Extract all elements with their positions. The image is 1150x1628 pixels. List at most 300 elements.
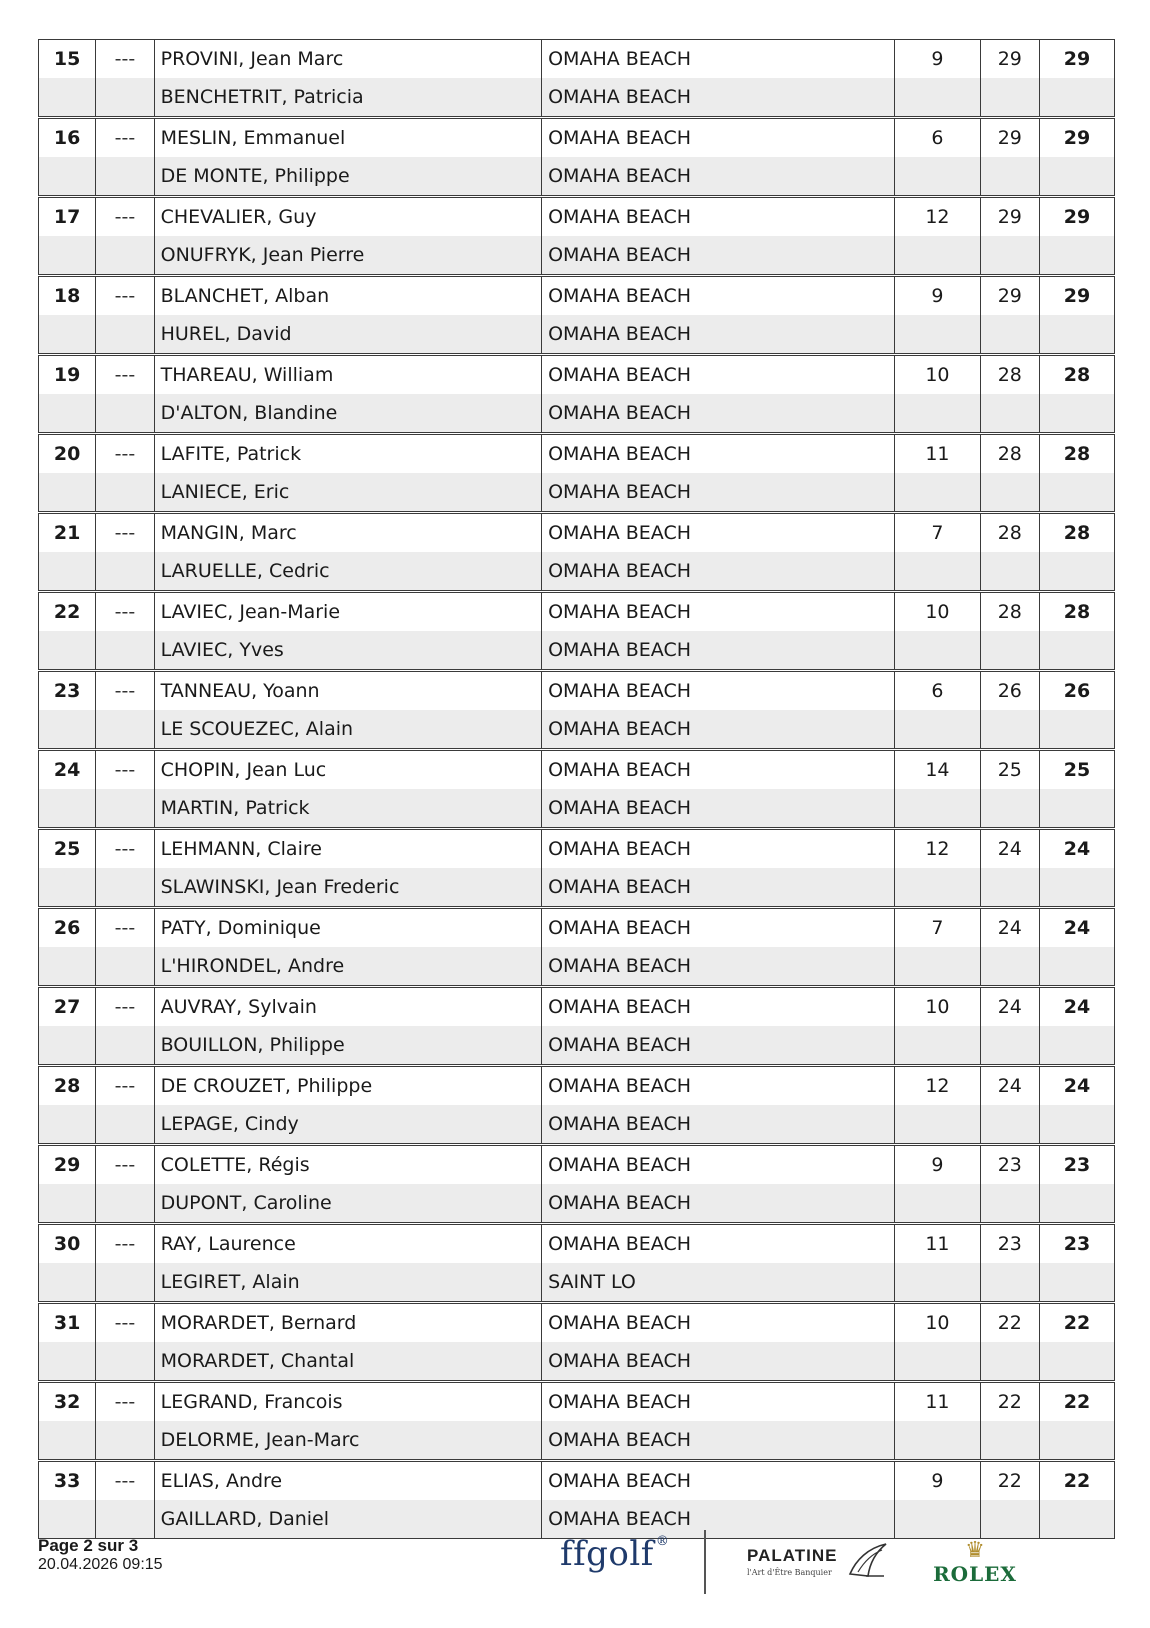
club-cell: OMAHA BEACH bbox=[542, 947, 895, 987]
total-score-cell: 22 bbox=[1039, 1461, 1114, 1501]
tie-marker-cell: --- bbox=[96, 1224, 154, 1264]
net-score-cell-empty bbox=[980, 1500, 1039, 1539]
net-score-cell-empty bbox=[980, 473, 1039, 513]
handicap-cell-empty bbox=[895, 789, 980, 829]
logo-divider bbox=[704, 1530, 706, 1594]
net-score-cell: 22 bbox=[980, 1303, 1039, 1343]
player-name-cell: LEGRAND, Francois bbox=[154, 1382, 541, 1422]
net-score-cell-empty bbox=[980, 631, 1039, 671]
tie-marker-cell-empty bbox=[96, 473, 154, 513]
total-score-cell-empty bbox=[1039, 1342, 1114, 1382]
club-cell: OMAHA BEACH bbox=[542, 1421, 895, 1461]
team-row-secondary bbox=[39, 1342, 1115, 1382]
rank-cell: 24 bbox=[39, 750, 96, 790]
handicap-cell-empty bbox=[895, 1263, 980, 1303]
tie-marker-cell-empty bbox=[96, 157, 154, 197]
handicap-cell-empty bbox=[895, 236, 980, 276]
club-cell: OMAHA BEACH bbox=[542, 829, 895, 869]
team-row-secondary bbox=[39, 1105, 1115, 1145]
net-score-cell-empty bbox=[980, 1263, 1039, 1303]
rank-cell-empty bbox=[39, 710, 96, 750]
team-row-secondary bbox=[39, 394, 1115, 434]
total-score-cell-empty bbox=[1039, 236, 1114, 276]
player-name-cell: LEGIRET, Alain bbox=[154, 1263, 541, 1303]
player-name-cell: PATY, Dominique bbox=[154, 908, 541, 948]
total-score-cell: 23 bbox=[1039, 1145, 1114, 1185]
net-score-cell-empty bbox=[980, 1342, 1039, 1382]
team-row-primary bbox=[39, 276, 1115, 316]
rank-cell-empty bbox=[39, 157, 96, 197]
player-name-cell: LANIECE, Eric bbox=[154, 473, 541, 513]
player-name-cell: LARUELLE, Cedric bbox=[154, 552, 541, 592]
net-score-cell-empty bbox=[980, 789, 1039, 829]
club-cell: OMAHA BEACH bbox=[542, 355, 895, 395]
tie-marker-cell: --- bbox=[96, 40, 154, 79]
team-row-primary bbox=[39, 1303, 1115, 1343]
club-cell: OMAHA BEACH bbox=[542, 987, 895, 1027]
handicap-cell-empty bbox=[895, 1421, 980, 1461]
player-name-cell: MESLIN, Emmanuel bbox=[154, 118, 541, 158]
tie-marker-cell: --- bbox=[96, 1066, 154, 1106]
team-row-primary bbox=[39, 434, 1115, 474]
total-score-cell-empty bbox=[1039, 789, 1114, 829]
palatine-tagline: l'Art d'Être Banquier bbox=[747, 1568, 832, 1577]
club-cell: OMAHA BEACH bbox=[542, 315, 895, 355]
total-score-cell: 29 bbox=[1039, 197, 1114, 237]
club-cell: OMAHA BEACH bbox=[542, 473, 895, 513]
player-name-cell: AUVRAY, Sylvain bbox=[154, 987, 541, 1027]
player-name-cell: ONUFRYK, Jean Pierre bbox=[154, 236, 541, 276]
net-score-cell: 28 bbox=[980, 434, 1039, 474]
handicap-cell: 7 bbox=[895, 908, 980, 948]
ffgolf-wordmark: ffgolf bbox=[560, 1534, 654, 1574]
team-row-primary bbox=[39, 829, 1115, 869]
player-name-cell: MANGIN, Marc bbox=[154, 513, 541, 553]
total-score-cell-empty bbox=[1039, 78, 1114, 118]
player-name-cell: CHEVALIER, Guy bbox=[154, 197, 541, 237]
total-score-cell: 24 bbox=[1039, 908, 1114, 948]
team-row-primary bbox=[39, 197, 1115, 237]
rank-cell: 29 bbox=[39, 1145, 96, 1185]
net-score-cell: 22 bbox=[980, 1461, 1039, 1501]
registered-mark: ® bbox=[655, 1534, 670, 1549]
club-cell: OMAHA BEACH bbox=[542, 513, 895, 553]
club-cell: OMAHA BEACH bbox=[542, 394, 895, 434]
player-name-cell: MORARDET, Chantal bbox=[154, 1342, 541, 1382]
handicap-cell: 12 bbox=[895, 1066, 980, 1106]
handicap-cell-empty bbox=[895, 1500, 980, 1539]
player-name-cell: HUREL, David bbox=[154, 315, 541, 355]
team-row-secondary bbox=[39, 1026, 1115, 1066]
player-name-cell: LE SCOUEZEC, Alain bbox=[154, 710, 541, 750]
handicap-cell-empty bbox=[895, 1026, 980, 1066]
team-row-secondary bbox=[39, 1263, 1115, 1303]
total-score-cell: 24 bbox=[1039, 829, 1114, 869]
player-name-cell: LEPAGE, Cindy bbox=[154, 1105, 541, 1145]
page-number: Page 2 sur 3 bbox=[38, 1536, 139, 1555]
tie-marker-cell: --- bbox=[96, 434, 154, 474]
rank-cell: 26 bbox=[39, 908, 96, 948]
rank-cell: 28 bbox=[39, 1066, 96, 1106]
net-score-cell: 29 bbox=[980, 118, 1039, 158]
net-score-cell-empty bbox=[980, 78, 1039, 118]
net-score-cell: 29 bbox=[980, 197, 1039, 237]
net-score-cell: 24 bbox=[980, 987, 1039, 1027]
player-name-cell: LEHMANN, Claire bbox=[154, 829, 541, 869]
tie-marker-cell-empty bbox=[96, 947, 154, 987]
print-timestamp: 20.04.2026 09:15 bbox=[38, 1556, 163, 1573]
player-name-cell: L'HIRONDEL, Andre bbox=[154, 947, 541, 987]
total-score-cell-empty bbox=[1039, 473, 1114, 513]
player-name-cell: SLAWINSKI, Jean Frederic bbox=[154, 868, 541, 908]
player-name-cell: RAY, Laurence bbox=[154, 1224, 541, 1264]
handicap-cell: 9 bbox=[895, 1145, 980, 1185]
net-score-cell-empty bbox=[980, 710, 1039, 750]
tie-marker-cell-empty bbox=[96, 1026, 154, 1066]
rank-cell-empty bbox=[39, 789, 96, 829]
tie-marker-cell-empty bbox=[96, 789, 154, 829]
handicap-cell: 10 bbox=[895, 355, 980, 395]
net-score-cell-empty bbox=[980, 1026, 1039, 1066]
club-cell: OMAHA BEACH bbox=[542, 908, 895, 948]
handicap-cell: 11 bbox=[895, 434, 980, 474]
tie-marker-cell: --- bbox=[96, 355, 154, 395]
team-row-secondary bbox=[39, 789, 1115, 829]
total-score-cell: 22 bbox=[1039, 1303, 1114, 1343]
tie-marker-cell: --- bbox=[96, 750, 154, 790]
club-cell: OMAHA BEACH bbox=[542, 1066, 895, 1106]
rank-cell: 16 bbox=[39, 118, 96, 158]
team-row-primary bbox=[39, 1461, 1115, 1501]
rank-cell: 17 bbox=[39, 197, 96, 237]
handicap-cell: 10 bbox=[895, 1303, 980, 1343]
total-score-cell: 29 bbox=[1039, 276, 1114, 316]
team-row-secondary bbox=[39, 157, 1115, 197]
net-score-cell: 24 bbox=[980, 829, 1039, 869]
team-row-primary bbox=[39, 1145, 1115, 1185]
net-score-cell: 28 bbox=[980, 513, 1039, 553]
rank-cell: 22 bbox=[39, 592, 96, 632]
player-name-cell: CHOPIN, Jean Luc bbox=[154, 750, 541, 790]
rank-cell: 23 bbox=[39, 671, 96, 711]
total-score-cell: 24 bbox=[1039, 1066, 1114, 1106]
team-row-secondary bbox=[39, 78, 1115, 118]
rank-cell: 21 bbox=[39, 513, 96, 553]
player-name-cell: GAILLARD, Daniel bbox=[154, 1500, 541, 1539]
net-score-cell: 22 bbox=[980, 1382, 1039, 1422]
team-row-primary bbox=[39, 1066, 1115, 1106]
team-row-secondary bbox=[39, 1184, 1115, 1224]
rank-cell: 20 bbox=[39, 434, 96, 474]
total-score-cell-empty bbox=[1039, 947, 1114, 987]
team-row-primary bbox=[39, 40, 1115, 79]
handicap-cell: 9 bbox=[895, 40, 980, 79]
rank-cell-empty bbox=[39, 394, 96, 434]
total-score-cell: 24 bbox=[1039, 987, 1114, 1027]
net-score-cell-empty bbox=[980, 315, 1039, 355]
team-row-secondary bbox=[39, 947, 1115, 987]
club-cell: OMAHA BEACH bbox=[542, 868, 895, 908]
player-name-cell: MORARDET, Bernard bbox=[154, 1303, 541, 1343]
player-name-cell: BOUILLON, Philippe bbox=[154, 1026, 541, 1066]
rank-cell-empty bbox=[39, 315, 96, 355]
player-name-cell: DE CROUZET, Philippe bbox=[154, 1066, 541, 1106]
crown-icon: ♛ bbox=[965, 1538, 985, 1563]
tie-marker-cell: --- bbox=[96, 829, 154, 869]
tie-marker-cell-empty bbox=[96, 552, 154, 592]
rank-cell-empty bbox=[39, 473, 96, 513]
club-cell: OMAHA BEACH bbox=[542, 710, 895, 750]
total-score-cell-empty bbox=[1039, 631, 1114, 671]
total-score-cell-empty bbox=[1039, 1026, 1114, 1066]
team-row-secondary bbox=[39, 710, 1115, 750]
total-score-cell: 29 bbox=[1039, 118, 1114, 158]
rank-cell-empty bbox=[39, 552, 96, 592]
net-score-cell-empty bbox=[980, 157, 1039, 197]
net-score-cell-empty bbox=[980, 1105, 1039, 1145]
total-score-cell-empty bbox=[1039, 1421, 1114, 1461]
handicap-cell: 7 bbox=[895, 513, 980, 553]
total-score-cell: 26 bbox=[1039, 671, 1114, 711]
player-name-cell: COLETTE, Régis bbox=[154, 1145, 541, 1185]
tie-marker-cell-empty bbox=[96, 1184, 154, 1224]
club-cell: OMAHA BEACH bbox=[542, 1500, 895, 1539]
handicap-cell-empty bbox=[895, 157, 980, 197]
club-cell: OMAHA BEACH bbox=[542, 40, 895, 79]
player-name-cell: PROVINI, Jean Marc bbox=[154, 40, 541, 79]
total-score-cell-empty bbox=[1039, 1263, 1114, 1303]
club-cell: OMAHA BEACH bbox=[542, 750, 895, 790]
club-cell: OMAHA BEACH bbox=[542, 1382, 895, 1422]
total-score-cell: 28 bbox=[1039, 355, 1114, 395]
total-score-cell: 23 bbox=[1039, 1224, 1114, 1264]
club-cell: OMAHA BEACH bbox=[542, 592, 895, 632]
rank-cell: 32 bbox=[39, 1382, 96, 1422]
handicap-cell: 10 bbox=[895, 987, 980, 1027]
total-score-cell-empty bbox=[1039, 868, 1114, 908]
team-row-primary bbox=[39, 513, 1115, 553]
handicap-cell: 10 bbox=[895, 592, 980, 632]
club-cell: OMAHA BEACH bbox=[542, 671, 895, 711]
player-name-cell: DE MONTE, Philippe bbox=[154, 157, 541, 197]
rank-cell-empty bbox=[39, 1184, 96, 1224]
team-row-secondary bbox=[39, 1421, 1115, 1461]
total-score-cell: 22 bbox=[1039, 1382, 1114, 1422]
club-cell: OMAHA BEACH bbox=[542, 1145, 895, 1185]
handicap-cell-empty bbox=[895, 947, 980, 987]
club-cell: OMAHA BEACH bbox=[542, 236, 895, 276]
tie-marker-cell: --- bbox=[96, 276, 154, 316]
club-cell: SAINT LO bbox=[542, 1263, 895, 1303]
ffgolf-logo bbox=[560, 1534, 669, 1574]
total-score-cell: 28 bbox=[1039, 592, 1114, 632]
player-name-cell: ELIAS, Andre bbox=[154, 1461, 541, 1501]
handicap-cell-empty bbox=[895, 473, 980, 513]
club-cell: OMAHA BEACH bbox=[542, 631, 895, 671]
team-row-primary bbox=[39, 592, 1115, 632]
handicap-cell: 9 bbox=[895, 1461, 980, 1501]
rolex-wordmark: ROLEX bbox=[933, 1562, 1017, 1586]
results-table bbox=[38, 39, 1115, 1539]
total-score-cell: 28 bbox=[1039, 434, 1114, 474]
tie-marker-cell: --- bbox=[96, 118, 154, 158]
net-score-cell-empty bbox=[980, 394, 1039, 434]
handicap-cell: 11 bbox=[895, 1382, 980, 1422]
rank-cell-empty bbox=[39, 868, 96, 908]
handicap-cell-empty bbox=[895, 631, 980, 671]
team-row-primary bbox=[39, 1382, 1115, 1422]
club-cell: OMAHA BEACH bbox=[542, 118, 895, 158]
handicap-cell-empty bbox=[895, 1342, 980, 1382]
total-score-cell-empty bbox=[1039, 315, 1114, 355]
tie-marker-cell-empty bbox=[96, 394, 154, 434]
handicap-cell-empty bbox=[895, 394, 980, 434]
net-score-cell: 24 bbox=[980, 908, 1039, 948]
total-score-cell-empty bbox=[1039, 157, 1114, 197]
team-row-primary bbox=[39, 908, 1115, 948]
rank-cell: 19 bbox=[39, 355, 96, 395]
handicap-cell-empty bbox=[895, 552, 980, 592]
team-row-primary bbox=[39, 355, 1115, 395]
tie-marker-cell: --- bbox=[96, 1382, 154, 1422]
team-row-secondary bbox=[39, 473, 1115, 513]
total-score-cell-empty bbox=[1039, 1184, 1114, 1224]
tie-marker-cell: --- bbox=[96, 513, 154, 553]
handicap-cell: 11 bbox=[895, 1224, 980, 1264]
total-score-cell: 29 bbox=[1039, 40, 1114, 79]
total-score-cell-empty bbox=[1039, 394, 1114, 434]
club-cell: OMAHA BEACH bbox=[542, 1224, 895, 1264]
team-row-secondary bbox=[39, 868, 1115, 908]
rank-cell: 27 bbox=[39, 987, 96, 1027]
tie-marker-cell-empty bbox=[96, 710, 154, 750]
net-score-cell: 26 bbox=[980, 671, 1039, 711]
handicap-cell-empty bbox=[895, 78, 980, 118]
handicap-cell-empty bbox=[895, 1184, 980, 1224]
rank-cell: 30 bbox=[39, 1224, 96, 1264]
net-score-cell-empty bbox=[980, 947, 1039, 987]
handicap-cell: 6 bbox=[895, 671, 980, 711]
handicap-cell: 12 bbox=[895, 829, 980, 869]
tie-marker-cell-empty bbox=[96, 315, 154, 355]
net-score-cell-empty bbox=[980, 552, 1039, 592]
player-name-cell: DUPONT, Caroline bbox=[154, 1184, 541, 1224]
player-name-cell: LAVIEC, Jean-Marie bbox=[154, 592, 541, 632]
rank-cell: 25 bbox=[39, 829, 96, 869]
team-row-secondary bbox=[39, 236, 1115, 276]
net-score-cell: 28 bbox=[980, 355, 1039, 395]
net-score-cell: 29 bbox=[980, 276, 1039, 316]
handicap-cell: 12 bbox=[895, 197, 980, 237]
tie-marker-cell-empty bbox=[96, 868, 154, 908]
team-row-secondary bbox=[39, 315, 1115, 355]
rank-cell-empty bbox=[39, 1105, 96, 1145]
tie-marker-cell: --- bbox=[96, 1303, 154, 1343]
club-cell: OMAHA BEACH bbox=[542, 78, 895, 118]
tie-marker-cell: --- bbox=[96, 671, 154, 711]
tie-marker-cell-empty bbox=[96, 1105, 154, 1145]
team-row-primary bbox=[39, 1224, 1115, 1264]
rank-cell: 18 bbox=[39, 276, 96, 316]
tie-marker-cell: --- bbox=[96, 592, 154, 632]
tie-marker-cell: --- bbox=[96, 1461, 154, 1501]
net-score-cell: 25 bbox=[980, 750, 1039, 790]
player-name-cell: BENCHETRIT, Patricia bbox=[154, 78, 541, 118]
total-score-cell: 25 bbox=[1039, 750, 1114, 790]
tie-marker-cell-empty bbox=[96, 1342, 154, 1382]
rank-cell: 15 bbox=[39, 40, 96, 79]
player-name-cell: LAVIEC, Yves bbox=[154, 631, 541, 671]
club-cell: OMAHA BEACH bbox=[542, 1105, 895, 1145]
net-score-cell-empty bbox=[980, 868, 1039, 908]
player-name-cell: LAFITE, Patrick bbox=[154, 434, 541, 474]
club-cell: OMAHA BEACH bbox=[542, 789, 895, 829]
net-score-cell: 24 bbox=[980, 1066, 1039, 1106]
club-cell: OMAHA BEACH bbox=[542, 197, 895, 237]
total-score-cell-empty bbox=[1039, 552, 1114, 592]
tie-marker-cell-empty bbox=[96, 1263, 154, 1303]
net-score-cell: 28 bbox=[980, 592, 1039, 632]
rank-cell-empty bbox=[39, 1026, 96, 1066]
player-name-cell: DELORME, Jean-Marc bbox=[154, 1421, 541, 1461]
net-score-cell: 23 bbox=[980, 1145, 1039, 1185]
handicap-cell-empty bbox=[895, 315, 980, 355]
club-cell: OMAHA BEACH bbox=[542, 157, 895, 197]
club-cell: OMAHA BEACH bbox=[542, 1461, 895, 1501]
club-cell: OMAHA BEACH bbox=[542, 434, 895, 474]
club-cell: OMAHA BEACH bbox=[542, 1342, 895, 1382]
rolex-logo bbox=[930, 1540, 1020, 1586]
club-cell: OMAHA BEACH bbox=[542, 552, 895, 592]
tie-marker-cell-empty bbox=[96, 631, 154, 671]
tie-marker-cell: --- bbox=[96, 987, 154, 1027]
tie-marker-cell: --- bbox=[96, 197, 154, 237]
team-row-secondary bbox=[39, 1500, 1115, 1539]
team-row-primary bbox=[39, 750, 1115, 790]
tie-marker-cell-empty bbox=[96, 236, 154, 276]
net-score-cell-empty bbox=[980, 1184, 1039, 1224]
rank-cell-empty bbox=[39, 631, 96, 671]
rank-cell-empty bbox=[39, 947, 96, 987]
team-row-secondary bbox=[39, 552, 1115, 592]
team-row-primary bbox=[39, 118, 1115, 158]
team-row-primary bbox=[39, 671, 1115, 711]
tie-marker-cell: --- bbox=[96, 1145, 154, 1185]
rank-cell-empty bbox=[39, 236, 96, 276]
handicap-cell: 14 bbox=[895, 750, 980, 790]
total-score-cell: 28 bbox=[1039, 513, 1114, 553]
handicap-cell: 6 bbox=[895, 118, 980, 158]
handicap-cell-empty bbox=[895, 1105, 980, 1145]
handicap-cell-empty bbox=[895, 868, 980, 908]
player-name-cell: D'ALTON, Blandine bbox=[154, 394, 541, 434]
palatine-logo bbox=[747, 1546, 842, 1577]
handicap-cell-empty bbox=[895, 710, 980, 750]
rank-cell-empty bbox=[39, 1342, 96, 1382]
total-score-cell-empty bbox=[1039, 1500, 1114, 1539]
club-cell: OMAHA BEACH bbox=[542, 276, 895, 316]
rank-cell: 33 bbox=[39, 1461, 96, 1501]
team-row-primary bbox=[39, 987, 1115, 1027]
club-cell: OMAHA BEACH bbox=[542, 1303, 895, 1343]
rank-cell-empty bbox=[39, 1421, 96, 1461]
tie-marker-cell-empty bbox=[96, 1421, 154, 1461]
net-score-cell-empty bbox=[980, 1421, 1039, 1461]
rank-cell-empty bbox=[39, 1263, 96, 1303]
net-score-cell-empty bbox=[980, 236, 1039, 276]
total-score-cell-empty bbox=[1039, 1105, 1114, 1145]
palatine-wordmark: PALATINE bbox=[747, 1546, 838, 1565]
